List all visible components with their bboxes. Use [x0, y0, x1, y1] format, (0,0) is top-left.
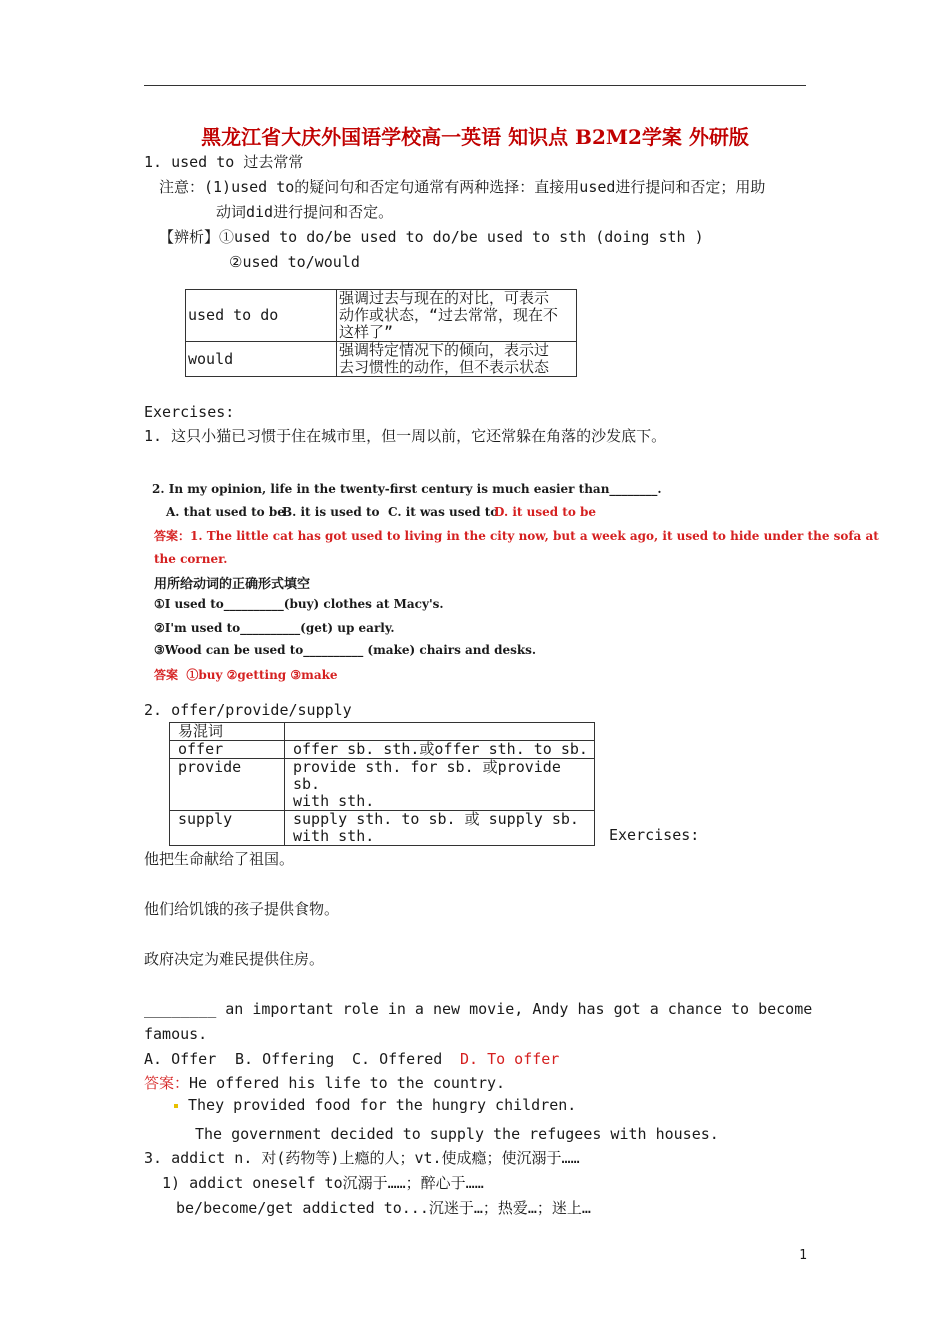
mc-option-d: D. To offer [460, 1050, 560, 1068]
desc-line: 动作或状态，“过去常常，现在不 [339, 306, 559, 324]
option-b: B. it is used to [282, 505, 380, 519]
table-cell-term: used to do [186, 290, 337, 342]
answer-1: He offered his life to the country. [189, 1074, 506, 1092]
top-rule [144, 85, 806, 86]
option-a: A. that used to be [166, 505, 285, 519]
desc-line: 强调特定情况下的倾向，表示过 [339, 341, 550, 359]
answer-row-2 [174, 1095, 576, 1115]
mc-option-a: A. Offer [144, 1050, 217, 1068]
answer-text-2: the corner. [154, 552, 228, 566]
table-cell-usage: offer sb. sth.或offer sth. to sb. [285, 741, 595, 759]
fill-answers [154, 666, 338, 683]
table-row [186, 342, 577, 377]
exercise-image [152, 476, 879, 688]
translation-1: 他把生命献给了祖国。 [144, 850, 295, 868]
table-row [170, 759, 595, 811]
exercises-label-2: Exercises: [609, 826, 700, 844]
section1-note-line2: 动词did进行提问和否定。 [216, 203, 394, 221]
option-d: D. it used to be [494, 505, 597, 519]
section1-note-line1: 注意：(1)used to的疑问句和否定句通常有两种选择：直接用used进行提问和否定；用助 [159, 178, 766, 196]
table-cell-desc [337, 290, 577, 342]
answer-row-1 [144, 1073, 505, 1093]
answer-values: ①buy ②getting ③make [186, 668, 338, 682]
exercise-1: 1. 这只小猫已习惯于住在城市里，但一周以前，它还常躲在角落的沙发底下。 [144, 427, 667, 445]
option-c: C. it was used to [388, 505, 499, 519]
section3-line2: be/become/get addicted to...沉迷于…；热爱…；迷上… [176, 1199, 591, 1217]
section1-heading: 1. used to 过去常常 [144, 153, 304, 171]
section3-line1: 1) addict oneself to沉溺于……；醉心于…… [162, 1174, 484, 1192]
question-2: 2. In my opinion, life in the twenty-first century is much easier than________. [152, 482, 662, 496]
document-title: 黑龙江省大庆外国语学校高一英语 知识点 B2M2学案 外研版 [201, 125, 749, 149]
table-header-cell: 易混词 [170, 723, 285, 741]
used-to-would-table [185, 289, 577, 377]
usage-line: provide sth. for sb. 或provide sb. [293, 758, 561, 793]
mc-question-line1: ________ an important role in a new movie, Andy has got a chance to become [144, 1000, 813, 1018]
table-cell-desc [337, 342, 577, 377]
table-row [170, 811, 595, 846]
section3-heading: 3. addict n. 对(药物等)上瘾的人；vt.使成瘾；使沉溺于…… [144, 1149, 580, 1167]
fill-item-1: ①I used to__________(buy) clothes at Macy's. [154, 597, 444, 611]
usage-line: with sth. [293, 792, 375, 810]
table-cell-term: would [186, 342, 337, 377]
answer-text: 1. The little cat has got used to living in the city now, but a week ago, it used to hide under the sofa at [190, 529, 879, 543]
answer-label: 答案： [154, 529, 191, 543]
desc-line: 去习惯性的动作，但不表示状态 [339, 358, 550, 376]
fill-item-2: ②I'm used to__________(get) up early. [154, 621, 395, 635]
table-cell-term: offer [170, 741, 285, 759]
confusing-words-table [169, 722, 595, 846]
answer-2: They provided food for the hungry children. [188, 1096, 577, 1114]
bianxi-line2: ②used to/would [229, 253, 360, 271]
fill-item-3: ③Wood can be used to__________ (make) chairs and desks. [154, 643, 537, 657]
desc-line: 强调过去与现在的对比，可表示 [339, 289, 550, 307]
bullet-icon [174, 1104, 178, 1108]
fill-heading: 用所给动词的正确形式填空 [154, 577, 311, 592]
answer-line [154, 527, 879, 544]
table-row [186, 290, 577, 342]
exercises-label-1: Exercises: [144, 403, 235, 421]
translation-3: 政府决定为难民提供住房。 [144, 950, 325, 968]
table-row [170, 741, 595, 759]
bianxi-line1: 【辨析】①used to do/be used to do/be used to sth (doing sth ) [159, 228, 704, 246]
answer-3: The government decided to supply the refugees with houses. [195, 1125, 719, 1143]
table-cell-usage [285, 759, 595, 811]
section2-heading: 2. offer/provide/supply [144, 701, 352, 719]
answer-label-2: 答案 [154, 668, 179, 682]
mc-option-b: B. Offering [235, 1050, 335, 1068]
mc-option-c: C. Offered [352, 1050, 443, 1068]
table-cell-usage [285, 811, 595, 846]
table-cell-term: supply [170, 811, 285, 846]
answer-label-3: 答案： [144, 1074, 190, 1092]
table-cell-term: provide [170, 759, 285, 811]
page-number: 1 [799, 1248, 807, 1263]
table-header-cell-empty [285, 723, 595, 741]
desc-line: 这样了” [339, 323, 394, 341]
usage-line: with sth. [293, 827, 375, 845]
mc-question-line2: famous. [144, 1025, 208, 1043]
usage-line: supply sth. to sb. 或 supply sb. [293, 810, 579, 828]
table-row [170, 723, 595, 741]
translation-2: 他们给饥饿的孩子提供食物。 [144, 900, 340, 918]
